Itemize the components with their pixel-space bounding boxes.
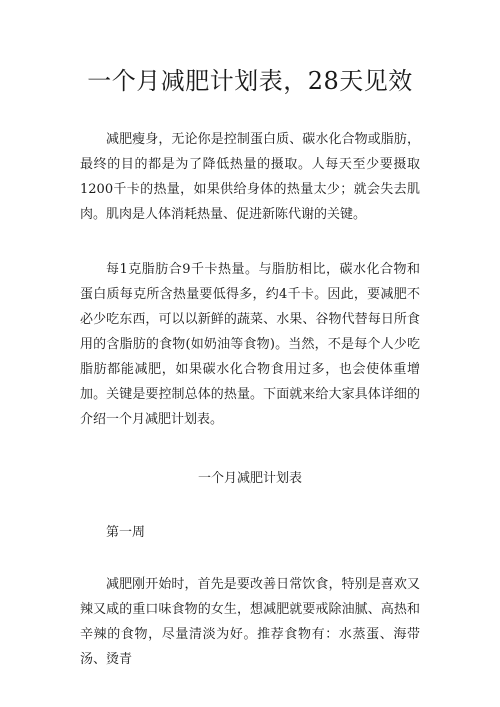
calorie-paragraph: 每1克脂肪合9千卡热量。与脂肪相比，碳水化合物和蛋白质每克所含热量要低得多，约4千卡。因此，要减肥不必少吃东西，可以以新鲜的蔬菜、水果、谷物代替每日所食用的含脂肪的食物(如奶油等食物)。当然，不是每个人少吃脂肪都能减肥，如果碳水化合物食用过多，也会使体重增加。关键是要控制总体的热量。下面就来给大家具体详细的介绍一个月减肥计划表。 (80, 262, 420, 427)
intro-paragraph: 减肥瘦身，无论你是控制蛋白质、碳水化合物或脂肪，最终的目的都是为了降低热量的摄取。人每天至少要摄取1200千卡的热量，如果供给身体的热量太少；就会失去肌肉。肌肉是人体消耗热量、促进新陈代谢的关键。 (80, 132, 420, 222)
week-one-paragraph: 减肥刚开始时，首先是要改善日常饮食，特别是喜欢又辣又咸的重口味食物的女生，想减肥就要戒除油腻、高热和辛辣的食物，尽量清淡为好。推荐食物有：水蒸蛋、海带汤、烫青 (80, 577, 420, 667)
week-heading: 第一周 (106, 525, 146, 540)
document-title: 一个月减肥计划表，28天见效 (87, 67, 413, 95)
section-title: 一个月减肥计划表 (197, 471, 302, 486)
